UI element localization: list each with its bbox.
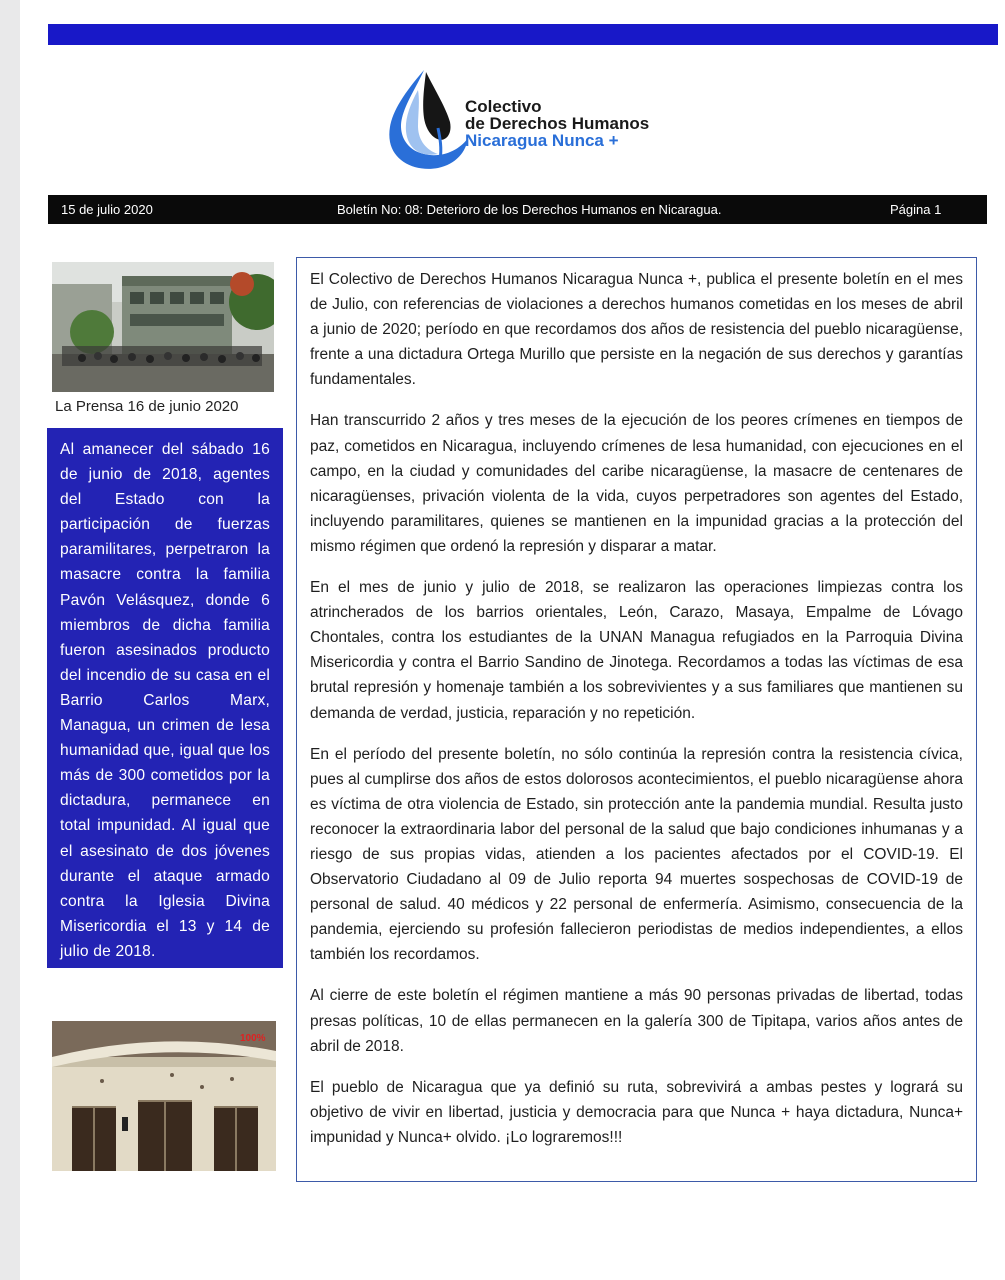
photo-caption: La Prensa 16 de junio 2020 [55,398,239,415]
organization-logo [380,68,700,172]
main-paragraph: El Colectivo de Derechos Humanos Nicaragua Nunca +, publica el presente boletín en el mes de Julio, con referencias de violaciones a derechos humanos cometidas en los meses de abril a junio de 2020; período en que recordamos dos años de resistencia del pueblo nicaragüense, frente a una dictadura Ortega Murillo que persiste en la negación de sus derechos y garantías fundamentales. [310,271,963,389]
sidebar-highlight-box [47,428,283,968]
main-paragraph: En el período del presente boletín, no sólo continúa la represión contra la resistencia cívica, pues al cumplirse dos años de estos dolorosos acontecimientos, el pueblo nicaragüense ahora es víctima de otra violencia de Estado, sin protección ante la pandemia mundial. Resulta justo reconocer la extraordinaria labor del personal de la salud que bajo condiciones inhumanas y a riesgo de sus propias vidas, atienden a los pacientes afectados por el COVID-19. El Observatorio Ciudadano al 09 de Julio reporta 94 muertes sospechosas de COVID-19 de personal de salud. 40 médicos y 22 personal de enfermería. Asimismo, consecuencia de la pandemia, ejerciendo su profesión fallecieron periodistas de medios independientes, a ellos también los recordamos. [310,745,963,964]
main-paragraph: El pueblo de Nicaragua que ya definió su ruta, sobrevivirá a ambas pestes y logrará su objetivo de vivir en libertad, justicia y democracia para que Nunca + haya dictadura, Nunca+ impunidad y Nunca+ olvido. ¡Lo lograremos!!! [310,1078,963,1146]
bulletin-header-strip [48,195,987,224]
news-photo-building [52,1021,276,1171]
logo-text-line3: Nicaragua Nunca + [465,131,619,150]
main-paragraph: En el mes de junio y julio de 2018, se realizaron las operaciones limpiezas contra los atrincherados de los barrios orientales, León, Carazo, Masaya, Empalme de Lóvago Chontales, contra los estudiantes de la UNAN Managua refugiados en la Parroquia Divina Misericordia y contra el Barrio Sandino de Jinotega. Recordamos a todas las víctimas de esa brutal represión y homenaje también a los sobrevivientes y a sus familiares que mantienen su demanda de verdad, justicia, reparación y no repetición. [310,579,963,722]
logo-text-line1: Colectivo [465,97,542,116]
main-paragraph: Al cierre de este boletín el régimen mantiene a más 90 personas privadas de libertad, todas presas políticas, 10 de ellas permanecen en la galería 300 de Tipitapa, varios años antes de abril de 2018. [310,987,963,1055]
logo-text-line2: de Derechos Humanos [465,114,650,133]
page-edge [0,0,20,1280]
building-sign-text: 100% [240,1033,266,1044]
page-number: Página 1 [890,202,942,217]
main-paragraph: Han transcurrido 2 años y tres meses de la ejecución de los peores crímenes en tiempos de paz, cometidos en Nicaragua, incluyendo crímenes de lesa humanidad, con ejecuciones en el campo, en la ciudad y comunidades del caribe nicaragüense, la masacre de centenares de nicaragüenses, privación violenta de la vida, cuyos perpetradores son agentes del Estado, incluyendo paramilitares, quienes se mantienen en la impunidad gracias a la protección del mismo régimen que ordenó la represión y disparar a matar. [310,412,963,555]
top-color-bar [48,24,998,45]
sidebar-highlight-text: Al amanecer del sábado 16 de junio de 2018, agentes del Estado con la participación de fuerzas paramilitares, perpetraron la masacre contra la familia Pavón Velásquez, donde 6 miembros de dicha familia fueron asesinados producto del incendio de su casa en el Barrio Carlos Marx, Managua, un crimen de lesa humanidad que, igual que los más de 300 cometidos por la dictadura, permanece en total impunidad. Al igual que el asesinato de dos jóvenes durante el ataque armado contra la Iglesia Divina Misericordia el 13 y 14 de julio de 2018. [60,441,270,960]
bulletin-date: 15 de julio 2020 [61,202,153,217]
bulletin-main-text-box [296,257,977,1182]
news-photo-crowd [52,262,274,392]
bulletin-title: Boletín No: 08: Deterioro de los Derechos Humanos en Nicaragua. [337,202,722,217]
